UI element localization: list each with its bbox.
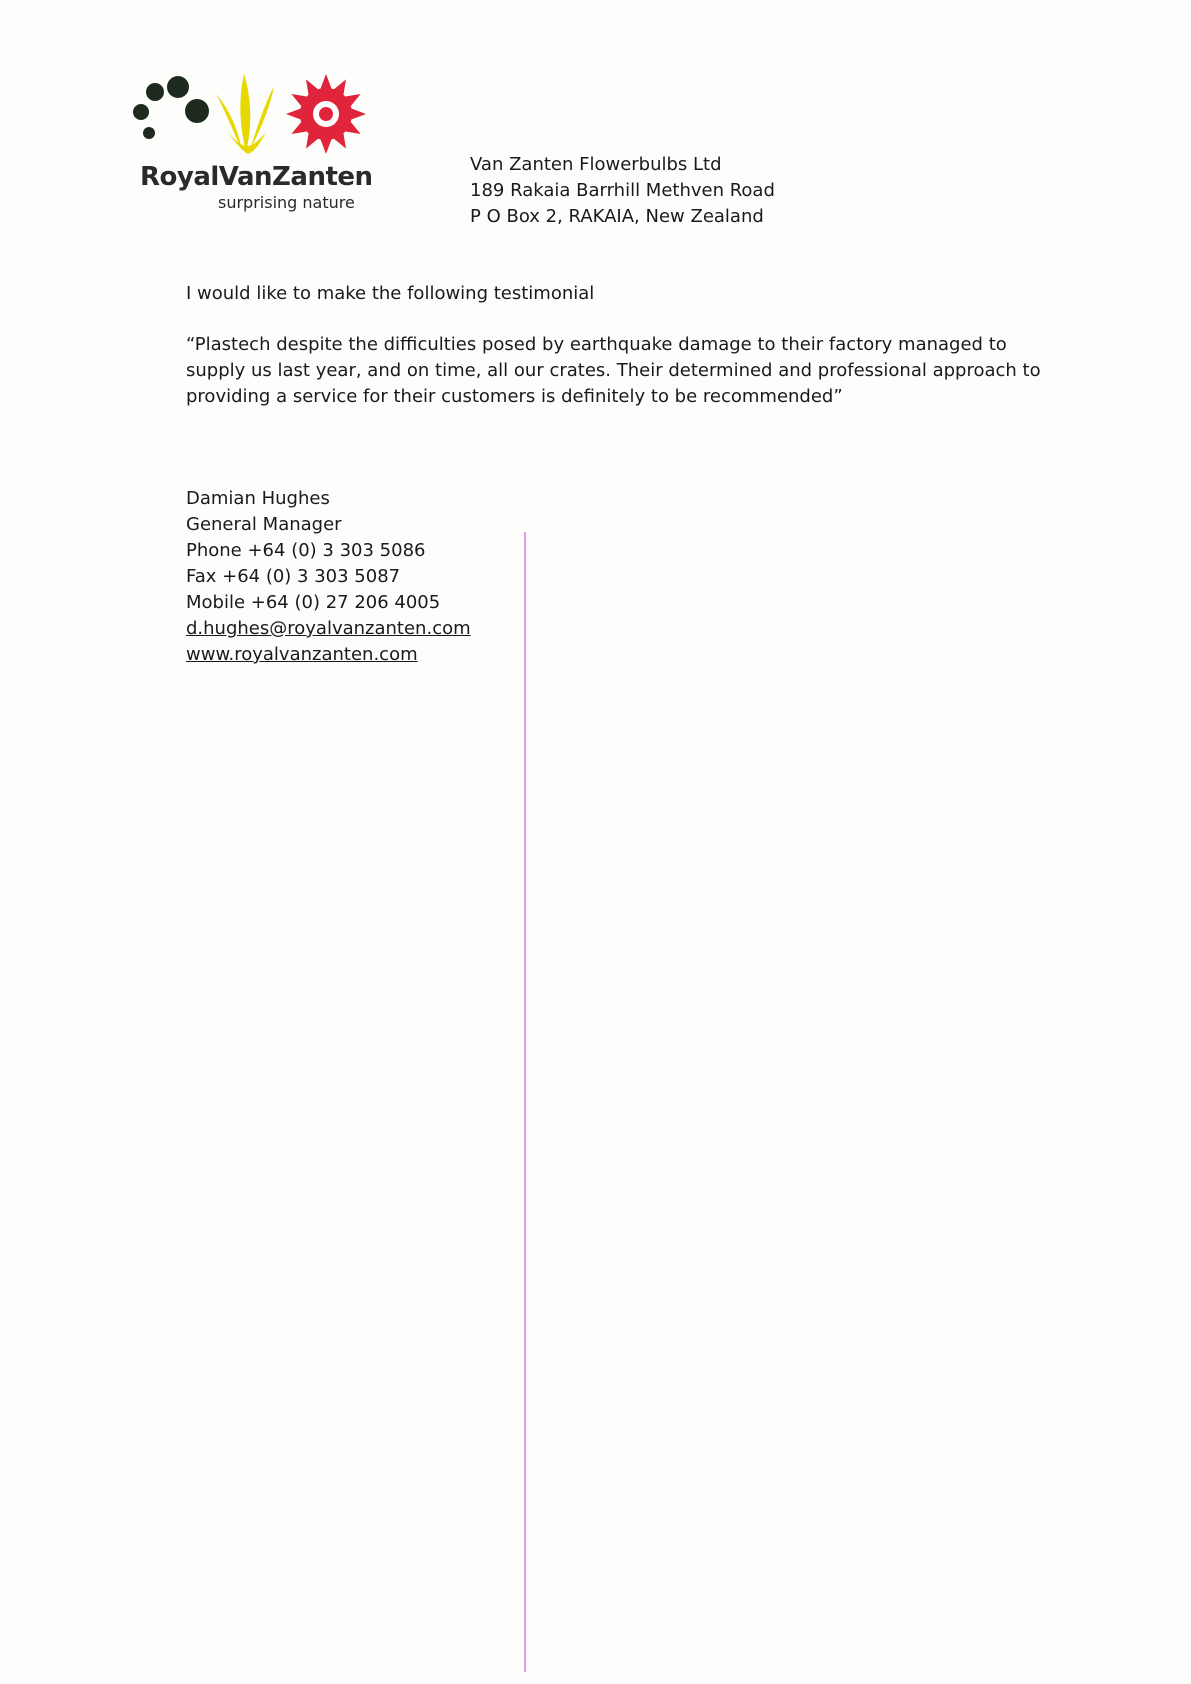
fax-number: Fax +64 (0) 3 303 5087 — [186, 566, 401, 587]
signatory-title: General Manager — [186, 514, 342, 535]
logo-brand-name: RoyalVanZanten — [140, 162, 373, 192]
address-line-street: 189 Rakaia Barrhill Methven Road — [470, 180, 775, 201]
address-line-postal: P O Box 2, RAKAIA, New Zealand — [470, 206, 764, 227]
scan-artifact-line — [524, 532, 526, 1672]
email-link[interactable]: d.hughes@royalvanzanten.com — [186, 618, 471, 639]
address-line-company: Van Zanten Flowerbulbs Ltd — [470, 154, 722, 175]
logo-mark-icon — [128, 72, 378, 162]
testimonial-quote: “Plastech despite the difficulties posed by earthquake damage to their factory managed to supply us last year, and on time, all our crates. Their determined and professional approach to providing a service for their customers is definitely to be recommended” — [186, 334, 1041, 407]
company-logo — [128, 72, 378, 212]
signatory-name: Damian Hughes — [186, 488, 330, 509]
website-link[interactable]: www.royalvanzanten.com — [186, 644, 418, 665]
logo-tagline: surprising nature — [218, 193, 355, 212]
company-address — [470, 152, 775, 230]
mobile-number: Mobile +64 (0) 27 206 4005 — [186, 592, 441, 613]
phone-number: Phone +64 (0) 3 303 5086 — [186, 540, 426, 561]
signature-block — [186, 486, 471, 668]
intro-text: I would like to make the following testimonial — [186, 283, 595, 304]
